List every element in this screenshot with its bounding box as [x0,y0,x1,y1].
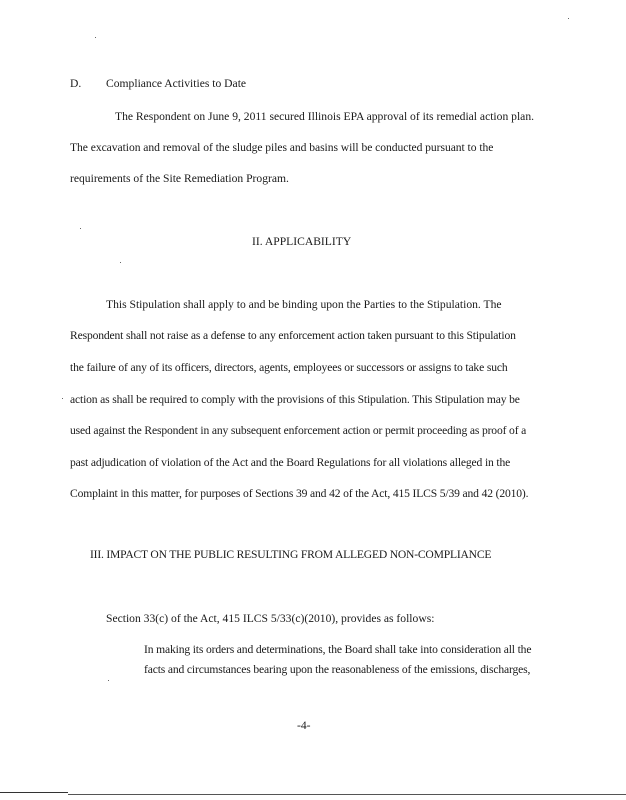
scan-speck [80,228,81,229]
section-ii-line-4: action as shall be required to comply with the provisions of this Stipulation. This Stipulation may be [70,393,520,406]
section-ii-line-5: used against the Respondent in any subsequent enforcement action or permit proceeding as proof of a [70,424,527,437]
page-number: -4- [297,719,311,732]
scan-speck [62,398,63,399]
scan-speck [120,262,121,263]
scan-speck [568,18,569,19]
section-ii-line-1: This Stipulation shall apply to and be binding upon the Parties to the Stipulation. The [106,298,502,311]
scan-edge-line-left [0,792,68,793]
section-d-title: Compliance Activities to Date [106,77,247,90]
section-ii-title: II. APPLICABILITY [252,235,352,248]
section-ii-line-2: Respondent shall not raise as a defense to any enforcement action taken pursuant to this Stipulation [70,329,516,342]
section-iii-quote-line-1: In making its orders and determinations, the Board shall take into consideration all the [144,643,532,656]
scan-speck [108,680,109,681]
section-ii-line-7: Complaint in this matter, for purposes of Sections 39 and 42 of the Act, 415 ILCS 5/39 and 42 (2010). [70,487,529,500]
section-ii-line-6: past adjudication of violation of the Act and the Board Regulations for all violations alleged in the [70,456,511,469]
section-iii-quote-line-2: facts and circumstances bearing upon the reasonableness of the emissions, discharges, [144,663,531,676]
section-ii-line-3: the failure of any of its officers, directors, agents, employees or successors or assigns to take such [70,361,508,374]
section-iii-intro: Section 33(c) of the Act, 415 ILCS 5/33(c)(2010), provides as follows: [106,612,435,625]
scan-speck [95,37,96,38]
section-d-letter: D. [70,77,82,90]
section-d-line-2: The excavation and removal of the sludge piles and basins will be conducted pursuant to the [70,141,494,154]
section-iii-title: III. IMPACT ON THE PUBLIC RESULTING FROM ALLEGED NON-COMPLIANCE [90,548,492,561]
section-d-line-1: The Respondent on June 9, 2011 secured Illinois EPA approval of its remedial action plan. [115,110,535,123]
scan-edge-line-right [68,794,626,795]
section-d-line-3: requirements of the Site Remediation Program. [70,172,289,185]
